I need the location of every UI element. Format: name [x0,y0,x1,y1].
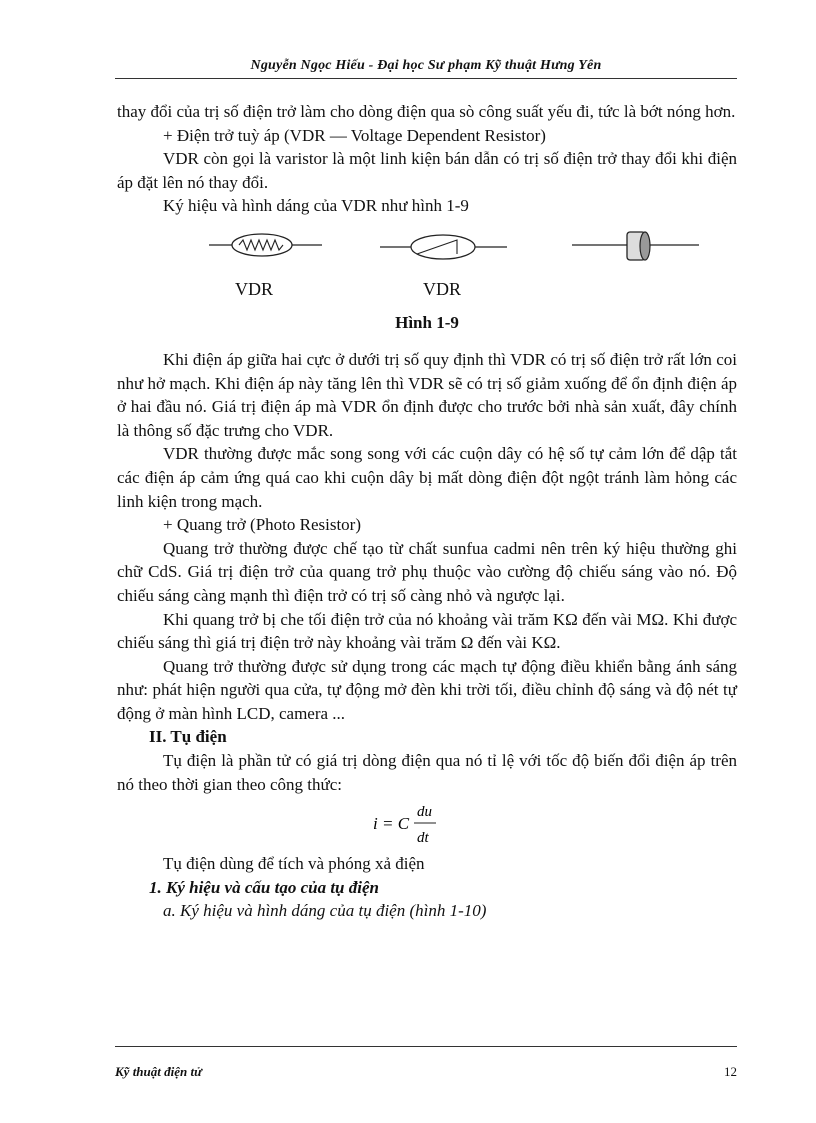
vdr-label: VDR [423,278,462,299]
footer-rule [115,1046,737,1047]
vdr-label: VDR [235,278,274,299]
page-number: 12 [724,1064,737,1079]
paragraph: VDR thường được mắc song song với các cuộn dây có hệ số tự cảm lớn để dập tắt các điện áp cảm ứng quá cao khi cuộn dây bị mất dòng điện đột ngột tránh làm hỏng các linh kiện trong mạch. [117,444,737,511]
vdr-symbol-zigzag [209,234,322,256]
subheading-vdr: + Điện trở tuỳ áp (VDR — Voltage Dependent Resistor) [163,125,546,145]
section-title: II. Tụ điện [149,727,227,747]
figure-1-9 [117,218,737,308]
figure-title: Hình 1-9 [395,312,459,332]
subheading-photo-resistor: + Quang trở (Photo Resistor) [163,515,362,535]
paragraph: VDR còn gọi là varistor là một linh kiện bán dẫn có trị số điện trở thay đổi khi điện áp đặt lên nó thay đổi. [117,149,737,192]
vdr-symbol-diagonal [380,235,507,259]
paragraph: Quang trở thường được chế tạo từ chất sunfua cadmi nên trên ký hiệu thường ghi chữ CdS. Giá trị điện trở của quang trở phụ thuộc vào cường độ chiếu sáng vào nó. Độ chiếu sáng càng mạnh thì điện trở có trị số càng nhỏ và ngược lại. [117,538,737,605]
subsection-title: 1. Ký hiệu và cấu tạo của tụ điện [149,877,379,897]
formula-lhs: i = C [373,814,410,834]
paragraph: Quang trở thường được sử dụng trong các mạch tự động điều khiển bằng ánh sáng như: phát hiện người qua cửa, tự động mở đèn khi trời tối, điều chỉnh độ sáng và độ nét tự động ở màn hình LCD, camera ... [117,656,737,723]
paragraph: Khi điện áp giữa hai cực ở dưới trị số quy định thì VDR có trị số điện trở rất lớn coi như hở mạch. Khi điện áp này tăng lên thì VDR sẽ có trị số giảm xuống để ổn định điện áp ở hai đầu nó. Giá trị điện áp mà VDR ổn định được cho trước bởi nhà sản xuất, đây chính là thông số đặc trưng cho VDR. [117,349,737,440]
paragraph: Khi quang trở bị che tối điện trở của nó khoảng vài trăm KΩ đến vài MΩ. Khi được chiếu sáng thì giá trị điện trở này khoảng vài trăm Ω đến vài KΩ. [117,609,737,653]
footer-title: Kỹ thuật điện tử [115,1064,202,1079]
page-content [117,100,737,923]
formula-drawing [117,796,737,852]
paragraph: Tụ điện là phần tử có giá trị dòng điện qua nó tỉ lệ với tốc độ biến đổi điện áp trên nó theo thời gian theo công thức: [117,751,737,794]
formula-numerator: du [417,804,432,821]
formula [117,796,737,852]
subsection-item: a. Ký hiệu và hình dáng của tụ điện (hình 1-10) [163,901,487,921]
formula-denominator: dt [417,830,429,847]
paragraph: thay đổi của trị số điện trở làm cho dòng điện qua sò công suất yếu đi, tức là bớt nóng hơn. [117,102,736,121]
page-header: Nguyễn Ngọc Hiếu - Đại học Sư phạm Kỹ thuật Hưng Yên [250,58,602,73]
paragraph: Tụ điện dùng để tích và phóng xả điện [163,854,425,874]
paragraph: Ký hiệu và hình dáng của VDR như hình 1-9 [163,196,469,216]
header-rule [115,78,737,79]
vdr-physical-shape [572,232,699,260]
